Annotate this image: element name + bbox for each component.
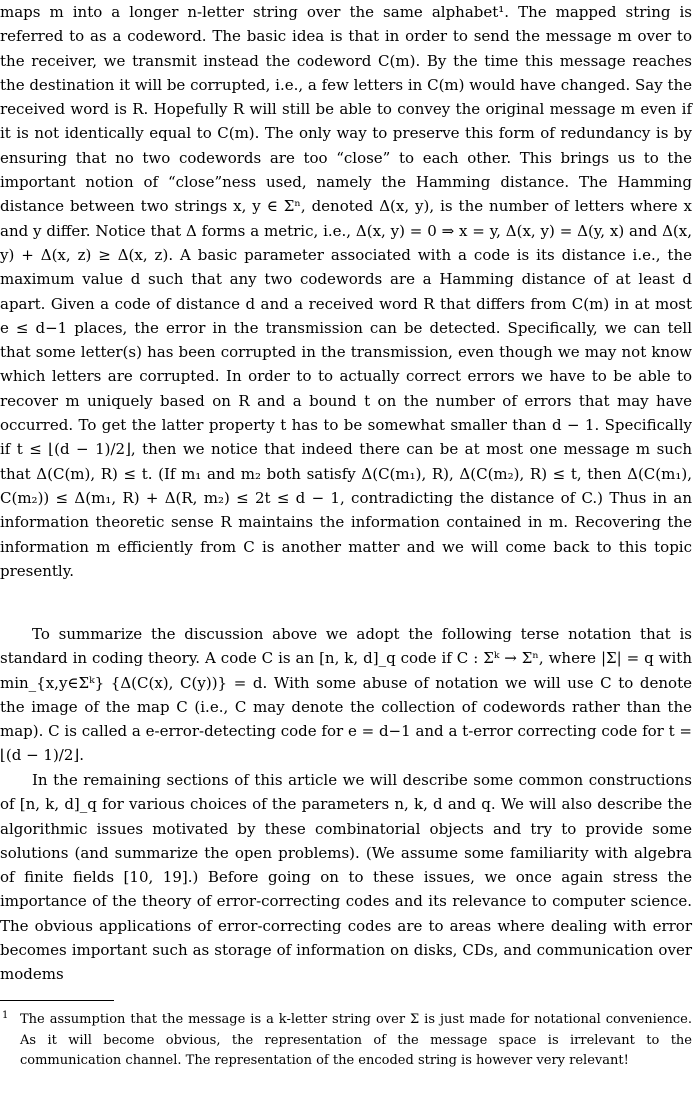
body-paragraph-1: maps m into a longer n-letter string over the same alphabet¹. The mapped string is referred to as a codeword. The basic idea is that in order to send the message m over to the receiver, we transmit instead the codeword C(m). By the time this message reaches the destination it will be corrupted, i.e., a few letters in C(m) would have changed. Say the received word is R. Hopefully R will still be able to convey the original message m even if it is not identically equal to C(m). The only way to preserve this form of redundancy is by ensuring that no two codewords are too “close” to each other. This brings us to the important notion of “close”ness used, namely the Hamming distance. The Hamming distance between two strings x, y ∈ Σⁿ, denoted Δ(x, y), is the number of letters where x and y differ. Notice that Δ forms a metric, i.e., Δ(x, y) = 0 ⇒ x = y, Δ(x, y) = Δ(y, x) and Δ(x, y) + Δ(x, z) ≥ Δ(x, z). A basic parameter associated with a code is its distance i.e., the maximum value d such that any two codewords are a Hamming distance of at least d apart. Given a code of distance d and a received word R that differs from C(m) in at most e ≤ d−1 places, the error in the transmission can be detected. Specifically, we can tell that some letter(s) has been corrupted in the transmission, even though we may not know which letters are corrupted. In order to to actually correct errors we have to be able to recover m uniquely based on R and a bound t on the number of errors that may have occurred. To get the latter property t has to be somewhat smaller than d − 1. Specifically if t ≤ ⌊(d − 1)/2⌋, then we notice that indeed there can be at most one message m such that Δ(C(m), R) ≤ t. (If m₁ and m₂ both satisfy Δ(C(m₁), R), Δ(C(m₂), R) ≤ t, then Δ(C(m₁), C(m₂)) ≤ Δ(m₁, R) + Δ(R, m₂) ≤ 2t ≤ d − 1, contradicting the distance of C.) Thus in an information theoretic sense R maintains the information contained in m. Recovering the information m efficiently from C is another matter and we will come back to this topic presently.	[0, 3, 693, 580]
footnote-marker: 1	[2, 1010, 9, 1021]
body-paragraph-2: To summarize the discussion above we adopt the following terse notation that is standard in coding theory. A code C is an [n, k, d]_q code if C : Σᵏ → Σⁿ, where |Σ| = q with min_{x,y∈Σᵏ} {Δ(C(x), C(y))} = d. With some abuse of notation we will use C to denote the image of the map C (i.e., C may denote the collection of codewords rather than the map). C is called a e-error-detecting code for e = d−1 and a t-error correcting code for t = ⌊(d − 1)/2⌋.	[0, 625, 692, 765]
body-paragraph-3: In the remaining sections of this article we will describe some common constructions of [n, k, d]_q for various choices of the parameters n, k, d and q. We will also describe the algorithmic issues motivated by these combinatorial objects and try to provide some solutions (and summarize the open problems). (We assume some familiarity with algebra of finite fields [10, 19].) Before going on to these issues, we once again stress the importance of the theory of error-correcting codes and its relevance to computer science. The obvious applications of error-correcting codes are to areas where dealing with error becomes important such as storage of information on disks, CDs, and communication over modems	[0, 771, 692, 984]
footnote	[0, 1010, 692, 1072]
footnote-text: The assumption that the message is a k-letter string over Σ is just made for notational convenience. As it will become obvious, the representation of the message space is irrelevant to the communication channel. The representation of the encoded string is however very relevant!	[20, 1012, 692, 1068]
footnote-separator	[0, 1000, 114, 1001]
